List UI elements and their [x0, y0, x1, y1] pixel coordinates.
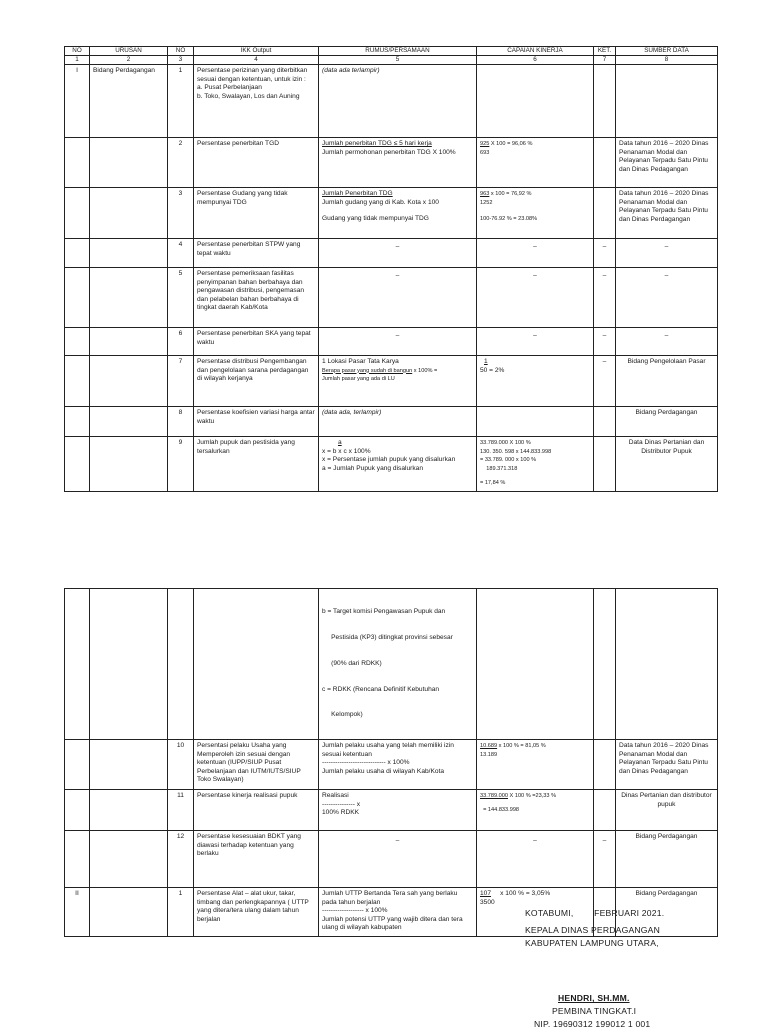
header-ket: KET.: [594, 47, 616, 56]
row-rumus: (data ada terlampir): [319, 65, 477, 138]
row-capaian: [477, 188, 594, 239]
col-num-8: 8: [616, 56, 718, 65]
row-sumber: Bidang Pengelolaan Pasar: [616, 356, 718, 407]
row-sumber: Data tahun 2016 – 2020 Dinas Penanaman Modal dan Pelayanan Terpadu Satu Pintu dan Dinas Pedagangan: [616, 138, 718, 188]
row-ket: [594, 188, 616, 239]
capaian-denominator: 1252: [480, 199, 493, 206]
row-num: 1: [168, 888, 194, 937]
row-ikk: Persentase penerbitan TGD: [194, 138, 319, 188]
row-no: [65, 188, 90, 239]
col-num-2: 2: [90, 56, 168, 65]
capaian-numerator: 963: [480, 191, 490, 197]
row-ket: [594, 589, 616, 740]
row-num: [168, 589, 194, 740]
row-urusan: [90, 407, 168, 437]
signer-name: HENDRI, SH.MM.: [558, 993, 630, 1003]
rumus-line: ------------------- x 100%: [322, 907, 388, 915]
col-num-6: 6: [477, 56, 594, 65]
row-ikk: Persentasi pelaku Usaha yang Memperoleh izin sesuai dengan ketentuan (IUPP/SIUP Pusat Perbelanjaan dan IUTM/IUTS/SIUP Toko Swalayan): [194, 740, 319, 790]
rumus-line: a = Jumlah Pupuk yang disalurkan: [322, 464, 423, 472]
row-capaian: –: [477, 831, 594, 888]
table-row: [65, 268, 718, 328]
rumus-line: (90% dari RDKK): [322, 659, 382, 667]
row-ket: –: [594, 328, 616, 356]
row-num: 7: [168, 356, 194, 407]
capaian-numerator: 10.689: [480, 743, 498, 750]
row-ket: –: [594, 268, 616, 328]
rumus-denominator: Jumlah permohonan penerbitan TDG X 100%: [322, 148, 456, 156]
row-rumus: –: [319, 328, 477, 356]
rumus-denominator: Jumlah gudang yang di Kab. Kota x 100: [322, 198, 439, 206]
capaian-result: = 17,84 %: [480, 480, 506, 487]
rumus-numerator: Berapa pasar yang sudah di bangun: [322, 367, 413, 374]
row-num: 6: [168, 328, 194, 356]
rumus-denominator: Jumlah pasar yang ada di LU: [322, 376, 395, 383]
rumus-line: 1 Lokasi Pasar Tata Karya: [322, 358, 399, 365]
rumus-numerator: a: [338, 439, 342, 446]
row-sumber: Bidang Perdagangan: [616, 831, 718, 888]
row-urusan: [90, 437, 168, 492]
row-num: 1: [168, 65, 194, 138]
row-ikk: Persentase kesesuaian BDKT yang diawasi terhadap ketentuan yang berlaku: [194, 831, 319, 888]
row-urusan: [90, 790, 168, 831]
row-num: 2: [168, 138, 194, 188]
signer-identity: [534, 992, 651, 1031]
row-ikk: [194, 65, 319, 138]
row-ket: [594, 138, 616, 188]
row-rumus: (data ada, terlampir): [319, 407, 477, 437]
ikk-table-page-2: [64, 588, 718, 937]
row-urusan: [90, 888, 168, 937]
row-capaian: –: [477, 328, 594, 356]
row-capaian: [477, 589, 594, 740]
table-row: [65, 790, 718, 831]
row-sumber: –: [616, 328, 718, 356]
row-num: 8: [168, 407, 194, 437]
row-ket: [594, 65, 616, 138]
row-capaian: [477, 356, 594, 407]
signature-block: [525, 907, 664, 950]
capaian-result: X 100 = 96,06 %: [489, 141, 533, 147]
row-sumber: –: [616, 239, 718, 268]
row-sumber: Data tahun 2016 – 2020 Dinas Penanaman Modal dan Pelayanan Terpadu Satu Pintu dan Dinas Perdagangan: [616, 188, 718, 239]
table-row: [65, 239, 718, 268]
rumus-line: Jumlah pelaku usaha di wilayah Kab/Kota: [322, 767, 445, 775]
row-ket: [594, 437, 616, 492]
row-ket: [594, 407, 616, 437]
capaian-line: 189.371.318: [480, 465, 518, 472]
ikk-item-a: a. Pusat Perbelanjaan: [197, 84, 262, 92]
row-num: 5: [168, 268, 194, 328]
header-rumus: RUMUS/PERSAMAAN: [319, 47, 477, 56]
col-num-7: 7: [594, 56, 616, 65]
row-ikk: Persentase Gudang yang tidak mempunyai TDG: [194, 188, 319, 239]
capaian-extra: 100-76.92 % = 23.08%: [480, 216, 538, 223]
rumus-numerator: Jumlah Penerbitan TDG: [322, 190, 393, 197]
rumus-numerator: Jumlah penerbitan TDG ≤ 5 hari kerja: [322, 140, 432, 147]
row-rumus: –: [319, 239, 477, 268]
row-ikk: Persentase koefisien variasi harga antar waktu: [194, 407, 319, 437]
capaian-numerator: 33.789.000: [480, 793, 508, 800]
col-num-4: 4: [194, 56, 319, 65]
row-sumber: Bidang Perdagangan: [616, 888, 718, 937]
header-ikk: IKK Output: [194, 47, 319, 56]
row-urusan: Bidang Perdagangan: [90, 65, 168, 138]
row-rumus: –: [319, 831, 477, 888]
row-sumber: Bidang Perdagangan: [616, 407, 718, 437]
capaian-result: X 100 % =23,33 %: [508, 793, 557, 800]
capaian-denominator: 13.189: [480, 751, 498, 758]
signer-nip: NIP. 19690312 199012 1 001: [534, 1019, 651, 1029]
row-ikk: Persentase Alat – alat ukur, takar, timbang dan perlengkapannya ( UTTP yang ditera/tera ulang dalam tahun berjalan: [194, 888, 319, 937]
capaian-line: 33.789.000 X 100 %: [480, 440, 531, 446]
row-rumus: [319, 589, 477, 740]
capaian-denominator: 3500: [480, 898, 495, 906]
row-rumus: [319, 138, 477, 188]
row-sumber: –: [616, 268, 718, 328]
row-rumus: –: [319, 268, 477, 328]
table-row: [65, 589, 718, 740]
row-ket: –: [594, 239, 616, 268]
ikk-text: Persentase perizinan yang diterbitkan sesuai dengan ketentuan, untuk izin :: [197, 67, 308, 83]
row-ket: –: [594, 831, 616, 888]
signer-region: KABUPATEN LAMPUNG UTARA,: [525, 938, 659, 948]
rumus-line: x = b x c x 100%: [322, 447, 371, 455]
row-no: I: [65, 65, 90, 138]
row-no: [65, 740, 90, 790]
row-urusan: [90, 740, 168, 790]
row-rumus: [319, 740, 477, 790]
rumus-multiplier: x 100% =: [412, 367, 438, 374]
row-sumber: Dinas Pertanian dan distributor pupuk: [616, 790, 718, 831]
place-date: KOTABUMI, FEBRUARI 2021.: [525, 908, 665, 918]
row-urusan: [90, 138, 168, 188]
ikk-item-b: b. Toko, Swalayan, Los dan Auning: [197, 92, 300, 100]
capaian-result: x 100 = 76,92 %: [489, 191, 532, 197]
signer-rank: PEMBINA TINGKAT.I: [552, 1006, 637, 1016]
header-capaian: CAPAIAN KINERJA: [477, 47, 594, 56]
header-no2: NO: [168, 47, 194, 56]
header-number-row: [65, 56, 718, 65]
row-ikk: Persentase penerbitan STPW yang tepat waktu: [194, 239, 319, 268]
signer-office: KEPALA DINAS PERDAGANGAN: [525, 925, 661, 935]
row-capaian: [477, 65, 594, 138]
rumus-line: Kelompok): [322, 711, 363, 719]
row-capaian: –: [477, 268, 594, 328]
row-no: [65, 328, 90, 356]
row-ket: [594, 740, 616, 790]
row-urusan: [90, 328, 168, 356]
row-no: [65, 831, 90, 888]
row-urusan: [90, 356, 168, 407]
col-num-5: 5: [319, 56, 477, 65]
row-no: II: [65, 888, 90, 937]
col-num-3: 3: [168, 56, 194, 65]
row-urusan: [90, 268, 168, 328]
row-ikk: Persentase pemeriksaan fasilitas penyimpanan bahan berbahaya dan pengawasan distribusi, pengemasan dan pelabelan bahan berbahaya di tingkat daerah Kab/Kota: [194, 268, 319, 328]
header-row: [65, 47, 718, 56]
capaian-denominator: = 144.833.998: [480, 806, 520, 813]
row-num: 4: [168, 239, 194, 268]
rumus-line: Jumlah UTTP Bertanda Tera sah yang berlaku pada tahun berjalan: [322, 890, 458, 906]
row-sumber: [616, 589, 718, 740]
row-ket: –: [594, 356, 616, 407]
capaian-result: = 2%: [487, 366, 505, 374]
row-capaian: [477, 740, 594, 790]
row-no: [65, 407, 90, 437]
header-sumber: SUMBER DATA: [616, 47, 718, 56]
row-capaian: [477, 138, 594, 188]
row-no: [65, 356, 90, 407]
rumus-line: b = Target komisi Pengawasan Pupuk dan: [322, 608, 446, 616]
header-no: NO: [65, 47, 90, 56]
row-ikk: Persentase kinerja realisasi pupuk: [194, 790, 319, 831]
table-row: [65, 138, 718, 188]
row-num: 12: [168, 831, 194, 888]
table-row: [65, 407, 718, 437]
rumus-line: Jumlah pelaku usaha yang telah memiliki izin sesuai ketentuan: [322, 742, 454, 758]
row-sumber: Data tahun 2016 – 2020 Dinas Penanaman Modal dan Pelayanan Terpadu Satu Pintu dan Dinas Pedagangan: [616, 740, 718, 790]
row-num: 9: [168, 437, 194, 492]
capaian-line: = 33.789. 000 x 100 %: [480, 457, 537, 464]
table-row: [65, 831, 718, 888]
capaian-numerator: 925: [480, 141, 490, 147]
header-urusan: URUSAN: [90, 47, 168, 56]
row-rumus: [319, 356, 477, 407]
capaian-denominator: 693: [480, 149, 490, 156]
row-sumber: [616, 65, 718, 138]
row-rumus: [319, 188, 477, 239]
rumus-line: c = RDKK (Rencana Definitif Kebutuhan: [322, 685, 440, 693]
row-num: 3: [168, 188, 194, 239]
rumus-line: Realisasi: [322, 792, 349, 800]
table-row: [65, 437, 718, 492]
row-no: [65, 268, 90, 328]
table-row: [65, 356, 718, 407]
row-urusan: [90, 589, 168, 740]
row-no: [65, 239, 90, 268]
ikk-table-page-1: [64, 46, 718, 492]
table-row: [65, 188, 718, 239]
row-capaian: –: [477, 239, 594, 268]
row-no: [65, 589, 90, 740]
rumus-extra: Gudang yang tidak mempunyai TDG: [322, 215, 429, 223]
table-row: [65, 740, 718, 790]
rumus-line: Pestisida (KP3) ditingkat provinsi sebesar: [322, 633, 453, 641]
row-ikk: [194, 589, 319, 740]
col-num-1: 1: [65, 56, 90, 65]
row-num: 10: [168, 740, 194, 790]
capaian-denominator: 50: [480, 366, 488, 374]
row-urusan: [90, 239, 168, 268]
table-row: [65, 328, 718, 356]
capaian-line: 130. 350. 598 x 144.833.998: [480, 448, 552, 455]
row-urusan: [90, 831, 168, 888]
row-ikk: Persentase penerbitan SKA yang tepat waktu: [194, 328, 319, 356]
row-no: [65, 138, 90, 188]
row-num: 11: [168, 790, 194, 831]
capaian-result: x 100 % = 3,05%: [491, 890, 551, 898]
capaian-result: x 100 % = 81,05 %: [497, 743, 546, 750]
row-rumus: [319, 437, 477, 492]
row-capaian: [477, 790, 594, 831]
row-rumus: [319, 888, 477, 937]
row-no: [65, 790, 90, 831]
table-row: [65, 65, 718, 138]
row-capaian: [477, 437, 594, 492]
capaian-numerator: 107: [480, 890, 492, 898]
row-ikk: Persentase distribusi Pengembangan dan pengelolaan sarana perdagangan di wilayah kerjanya: [194, 356, 319, 407]
rumus-line: ----------------------------- x 100%: [322, 759, 410, 767]
capaian-numerator: 1: [484, 358, 488, 365]
row-no: [65, 437, 90, 492]
row-urusan: [90, 188, 168, 239]
row-sumber: Data Dinas Pertanian dan Distributor Pupuk: [616, 437, 718, 492]
rumus-line: --------------- x: [322, 800, 361, 808]
rumus-line: 100% RDKK: [322, 809, 360, 817]
row-ket: [594, 790, 616, 831]
rumus-line: x = Persentase jumlah pupuk yang disalurkan: [322, 456, 456, 464]
row-rumus: [319, 790, 477, 831]
rumus-line: Jumlah potensi UTTP yang wajib ditera dan tera ulang di wilayah kabupaten: [322, 915, 463, 932]
row-capaian: [477, 407, 594, 437]
row-ikk: Jumlah pupuk dan pestisida yang tersalurkan: [194, 437, 319, 492]
